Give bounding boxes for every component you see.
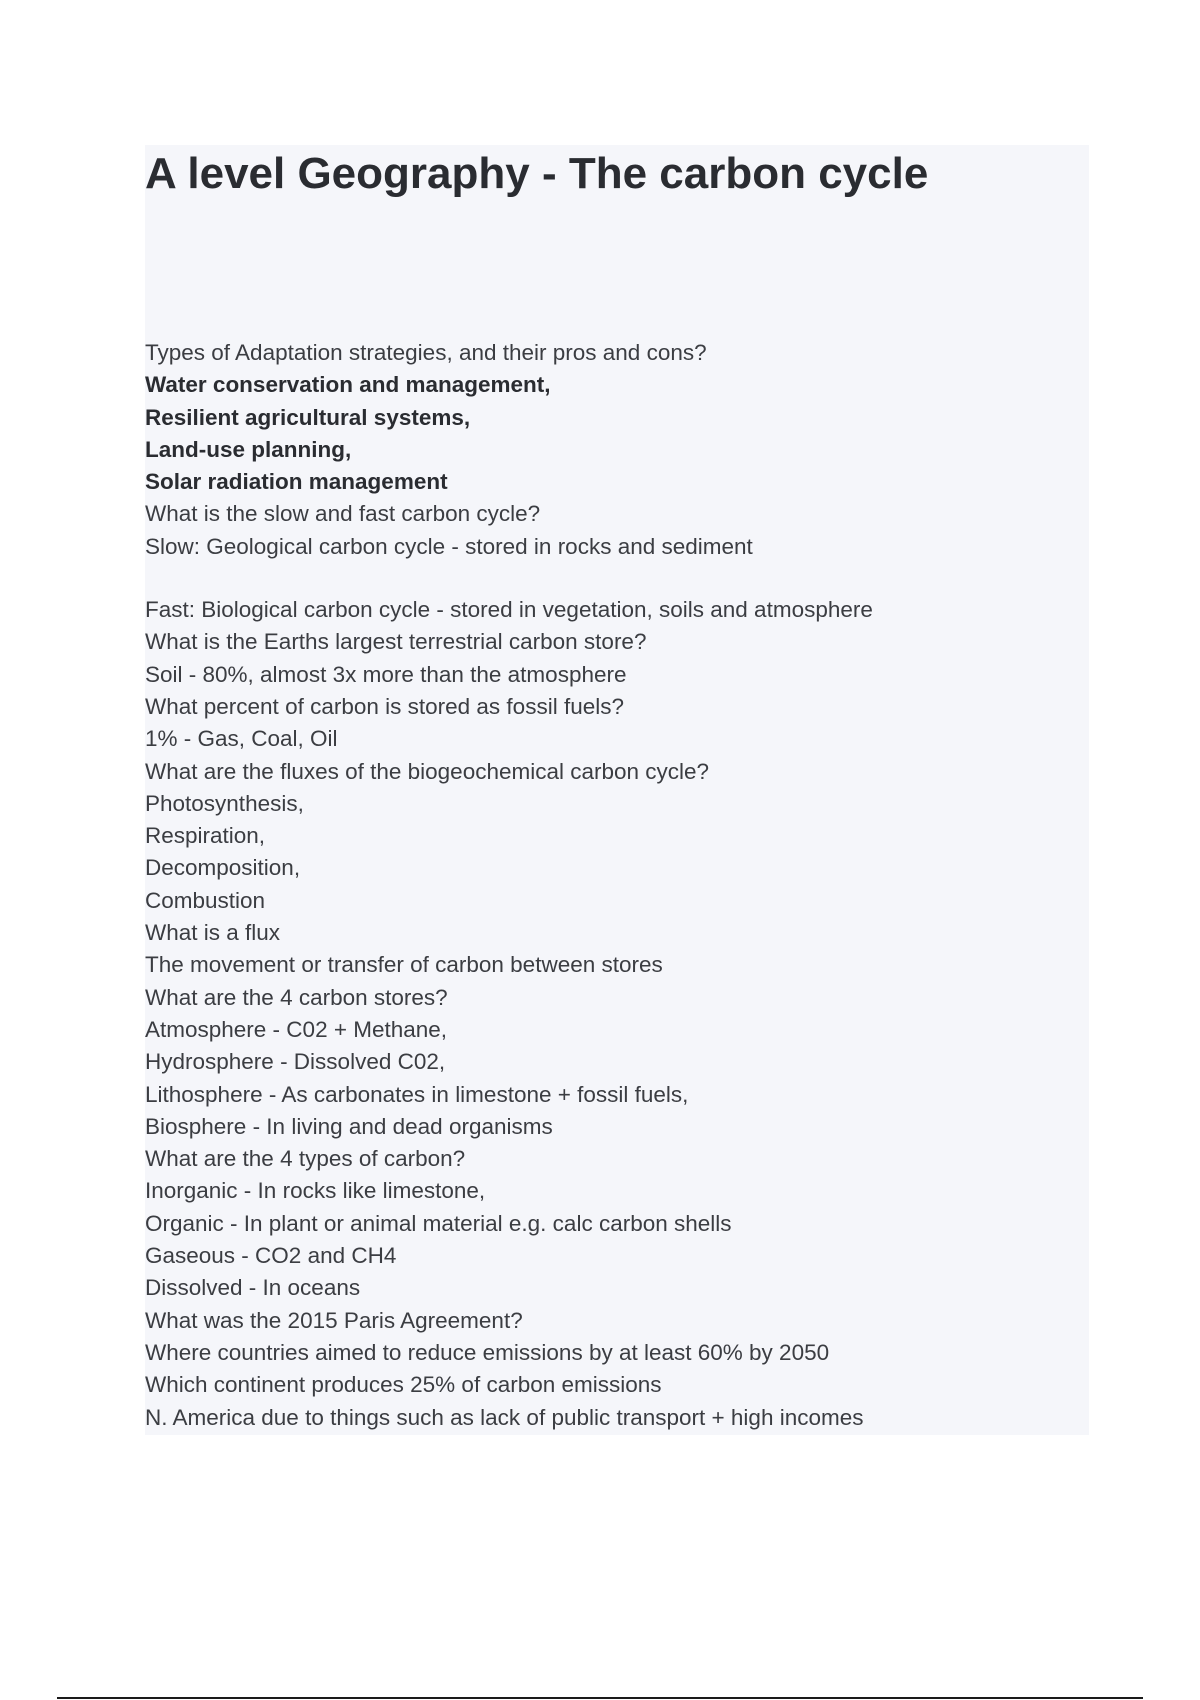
answer-line: Lithosphere - As carbonates in limestone + fossil fuels,	[145, 1081, 689, 1107]
flashcard-text	[145, 337, 873, 1434]
answer-line: Solar radiation management	[145, 469, 448, 495]
question-line: What are the 4 types of carbon?	[145, 1146, 466, 1172]
answer-line: 1% - Gas, Coal, Oil	[145, 726, 338, 752]
answer-line: Hydrosphere - Dissolved C02,	[145, 1049, 446, 1075]
answer-line: Respiration,	[145, 823, 266, 849]
question-line: What are the fluxes of the biogeochemical carbon cycle?	[145, 758, 710, 784]
answer-line: N. America due to things such as lack of public transport + high incomes	[145, 1404, 864, 1430]
question-line: Which continent produces 25% of carbon emissions	[145, 1372, 662, 1398]
answer-line: Dissolved - In oceans	[145, 1275, 361, 1301]
answer-line: Slow: Geological carbon cycle - stored in rocks and sediment	[145, 533, 753, 559]
question-line: What percent of carbon is stored as fossil fuels?	[145, 693, 624, 719]
answer-line: Photosynthesis,	[145, 790, 304, 816]
question-line: Types of Adaptation strategies, and their pros and cons?	[145, 340, 707, 365]
answer-line: Gaseous - CO2 and CH4	[145, 1243, 397, 1269]
answer-line: Soil - 80%, almost 3x more than the atmosphere	[145, 661, 627, 687]
question-line: What was the 2015 Paris Agreement?	[145, 1307, 523, 1333]
answer-line: Atmosphere - C02 + Methane,	[145, 1016, 448, 1042]
page-bottom-rule	[57, 1697, 1143, 1699]
answer-line: Fast: Biological carbon cycle - stored in vegetation, soils and atmosphere	[145, 597, 873, 623]
question-line: What is a flux	[145, 920, 281, 946]
answer-line: Organic - In plant or animal material e.g. calc carbon shells	[145, 1210, 732, 1236]
answer-line: The movement or transfer of carbon between stores	[145, 952, 663, 978]
blank-line	[145, 563, 873, 594]
question-line: What is the slow and fast carbon cycle?	[145, 501, 541, 527]
answer-line: Resilient agricultural systems,	[145, 404, 471, 430]
answer-line: Land-use planning,	[145, 436, 352, 462]
answer-line: Combustion	[145, 887, 266, 913]
answer-line: Decomposition,	[145, 855, 301, 881]
question-line: What are the 4 carbon stores?	[145, 984, 448, 1010]
answer-line: Where countries aimed to reduce emissions by at least 60% by 2050	[145, 1339, 830, 1365]
answer-line: Water conservation and management,	[145, 372, 551, 398]
page-title: A level Geography - The carbon cycle	[145, 149, 929, 198]
answer-line: Inorganic - In rocks like limestone,	[145, 1178, 486, 1204]
question-line: What is the Earths largest terrestrial carbon store?	[145, 629, 647, 655]
answer-line: Biosphere - In living and dead organisms	[145, 1113, 553, 1139]
